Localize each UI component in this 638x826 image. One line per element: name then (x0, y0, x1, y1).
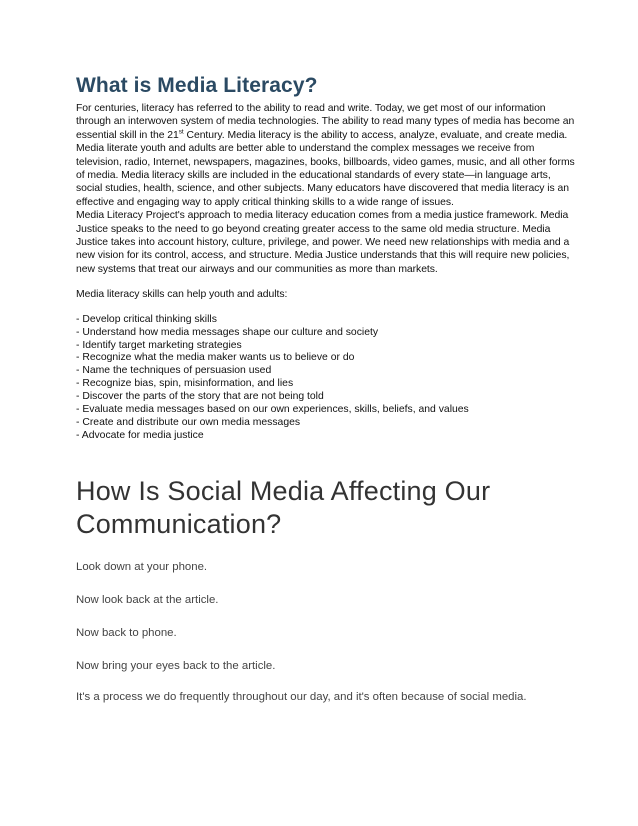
skills-intro: Media literacy skills can help youth and adults: (76, 289, 288, 301)
list-item: - Advocate for media justice (76, 429, 204, 441)
section-title-social-media: How Is Social Media Affecting Our Communication? (76, 475, 491, 539)
list-item: - Recognize bias, spin, misinformation, and lies (76, 378, 294, 390)
list-item: - Understand how media messages shape our culture and society (76, 326, 379, 338)
intro-paragraph (76, 102, 576, 209)
body-line: Look down at your phone. (76, 560, 208, 573)
intro-text-part2: Century. Media literacy is the ability to access, analyze, evaluate, and create media. Media literate youth and adults are better able to understand the complex messages we receive from television, radio, Internet, newspapers, magazines, books, billboards, video games, music, and all other forms of media. Media literacy skills are included in the educational standards of every state—in language arts, social studies, health, science, and other subjects. Many educators have discovered that media literacy is an effective and engaging way to apply critical thinking skills to a wide range of issues. (76, 129, 575, 208)
list-item: - Develop critical thinking skills (76, 313, 217, 325)
list-item: - Recognize what the media maker wants us to believe or do (76, 352, 355, 364)
list-item: - Identify target marketing strategies (76, 339, 242, 351)
list-item: - Evaluate media messages based on our own experiences, skills, beliefs, and values (76, 404, 469, 416)
body-line: Now bring your eyes back to the article. (76, 659, 276, 672)
intro-text-part1: For centuries, literacy has referred to the ability to read and write. Today, we get most of our information through an interwoven system of media technologies. The ability to read many types of media has become an essential skill in the 21 (76, 103, 575, 141)
list-item: - Discover the parts of the story that are not being told (76, 391, 324, 403)
section-title-media-literacy: What is Media Literacy? (76, 74, 318, 97)
list-item: - Name the techniques of persuasion used (76, 365, 272, 377)
ordinal-superscript: st (178, 128, 184, 136)
media-justice-paragraph: Media Literacy Project's approach to media literacy education comes from a media justice framework. Media Justice speaks to the need to go beyond creating greater access to the same old media structure. Media Justice takes into account history, culture, privilege, and power. We need new relationships with media and a new vision for its control, access, and structure. Media Justice understands that this will require new policies, new systems that treat our airways and our communities as more than markets. (76, 210, 570, 275)
body-line: Now back to phone. (76, 626, 177, 639)
body-line: Now look back at the article. (76, 593, 219, 606)
closing-paragraph: It's a process we do frequently throughout our day, and it's often because of social media. (76, 690, 527, 703)
list-item: - Create and distribute our own media messages (76, 416, 301, 428)
document-page (76, 72, 576, 708)
skills-list (76, 314, 576, 443)
